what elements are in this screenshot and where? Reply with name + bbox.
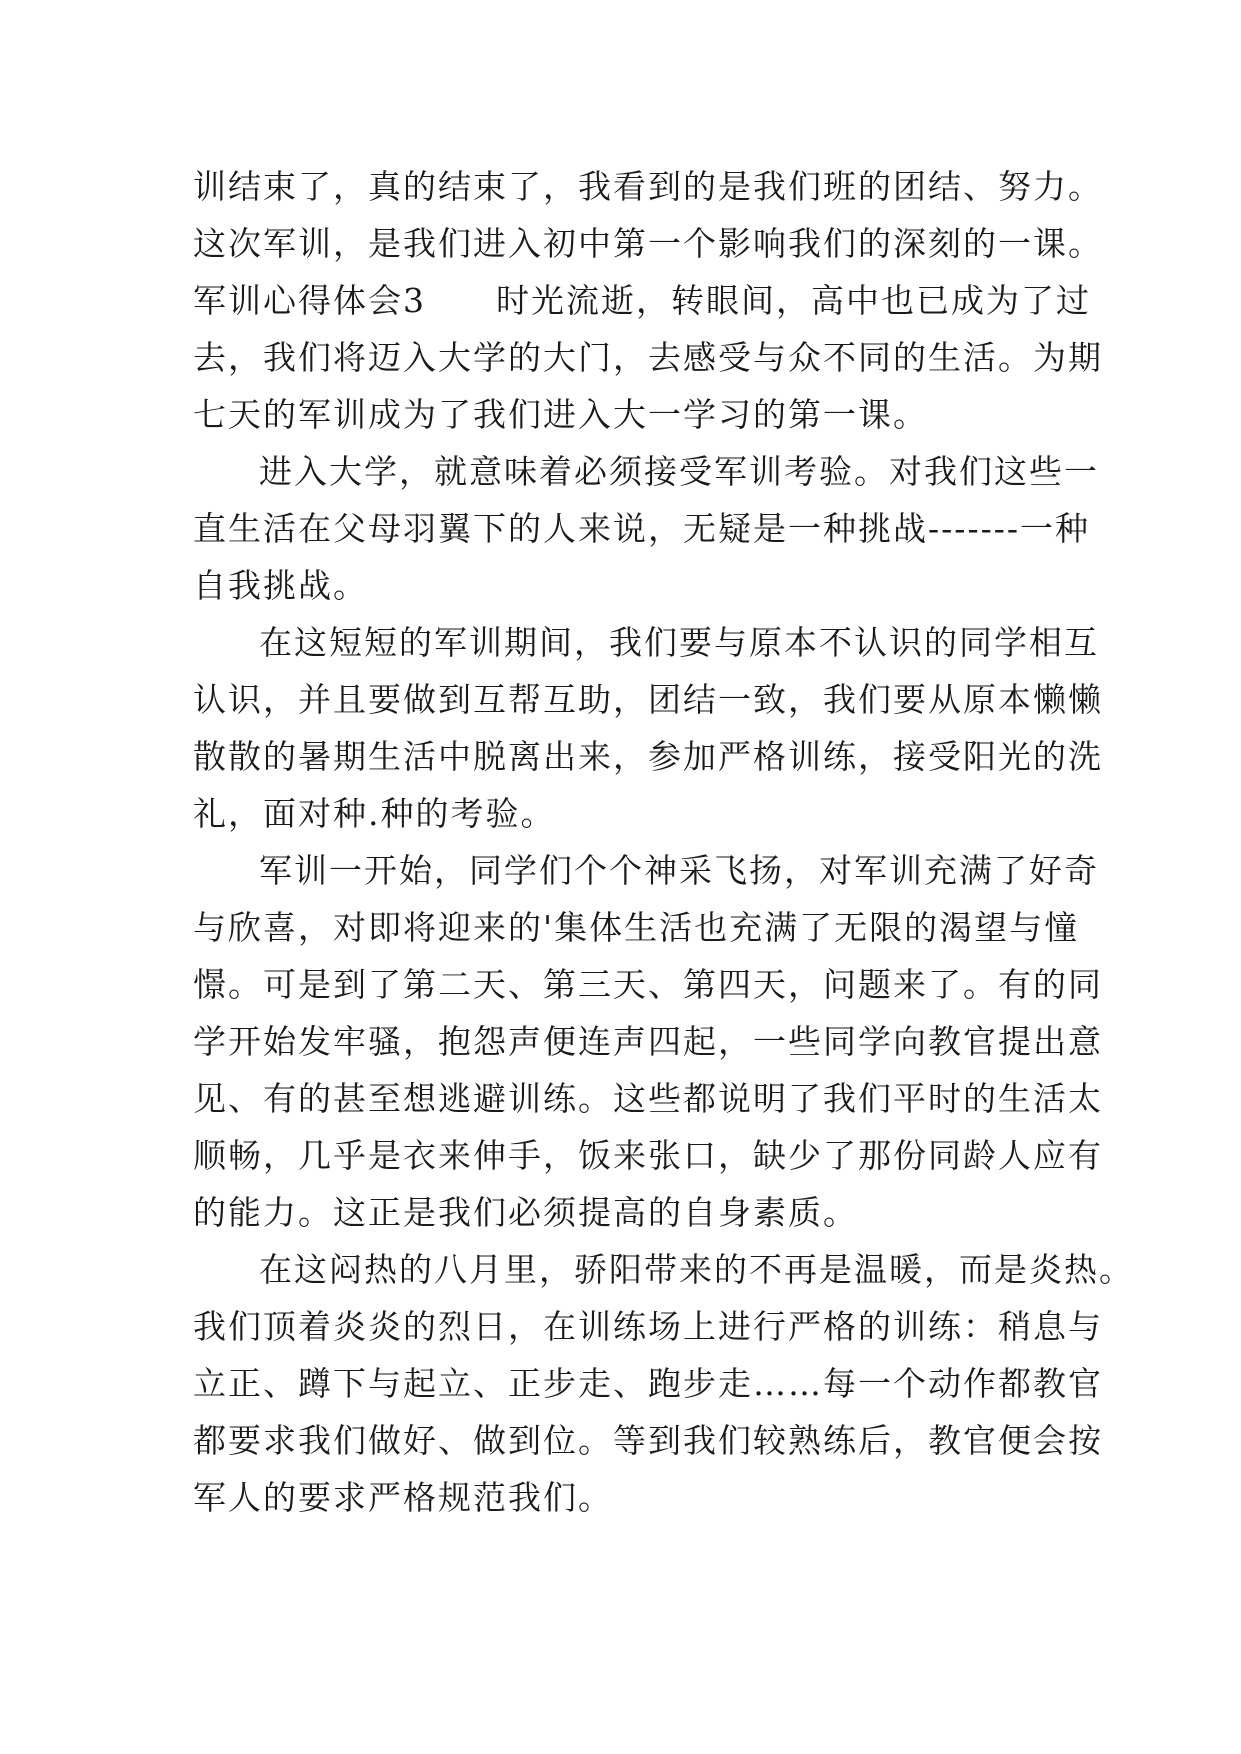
text-line: 都要求我们做好、做到位。等到我们较熟练后，教官便会按 <box>193 1421 1103 1460</box>
text-line: 军人的要求严格规范我们。 <box>193 1478 613 1517</box>
text-line: 立正、蹲下与起立、正步走、跑步走……每一个动作都教官 <box>193 1364 1103 1403</box>
text-line: 这次军训，是我们进入初中第一个影响我们的深刻的一课。 <box>193 224 1103 263</box>
text-line: 进入大学，就意味着必须接受军训考验。对我们这些一 <box>259 452 1099 491</box>
text-line: 与欣喜，对即将迎来的'集体生活也充满了无限的渴望与憧 <box>193 908 1080 947</box>
text-line: 学开始发牢骚，抱怨声便连声四起，一些同学向教官提出意 <box>193 1022 1103 1061</box>
text-line: 在这闷热的八月里，骄阳带来的不再是温暖，而是炎热。 <box>259 1250 1134 1289</box>
text-line: 直生活在父母羽翼下的人来说，无疑是一种挑战-------一种 <box>193 509 1091 548</box>
text-line: 自我挑战。 <box>193 566 368 605</box>
text-line: 憬。可是到了第二天、第三天、第四天，问题来了。有的同 <box>193 965 1103 1004</box>
text-line: 在这短短的军训期间，我们要与原本不认识的同学相互 <box>259 623 1099 662</box>
text-line: 去，我们将迈入大学的大门，去感受与众不同的生活。为期 <box>193 338 1103 377</box>
text-line: 散散的暑期生活中脱离出来，参加严格训练，接受阳光的洗 <box>193 737 1103 776</box>
text-line: 我们顶着炎炎的烈日，在训练场上进行严格的训练：稍息与 <box>193 1307 1103 1346</box>
text-line: 的能力。这正是我们必须提高的自身素质。 <box>193 1193 858 1232</box>
text-line: 军训心得体会3 时光流逝，转眼间，高中也已成为了过 <box>193 281 1091 320</box>
text-line: 认识，并且要做到互帮互助，团结一致，我们要从原本懒懒 <box>193 680 1103 719</box>
document-body <box>193 158 1134 1526</box>
text-line: 训结束了，真的结束了，我看到的是我们班的团结、努力。 <box>193 167 1103 206</box>
text-line: 礼，面对种.种的考验。 <box>193 794 556 833</box>
text-line: 顺畅，几乎是衣来伸手，饭来张口，缺少了那份同龄人应有 <box>193 1136 1103 1175</box>
text-line: 见、有的甚至想逃避训练。这些都说明了我们平时的生活太 <box>193 1079 1103 1118</box>
text-line: 军训一开始，同学们个个神采飞扬，对军训充满了好奇 <box>259 851 1099 890</box>
text-line: 七天的军训成为了我们进入大一学习的第一课。 <box>193 395 928 434</box>
